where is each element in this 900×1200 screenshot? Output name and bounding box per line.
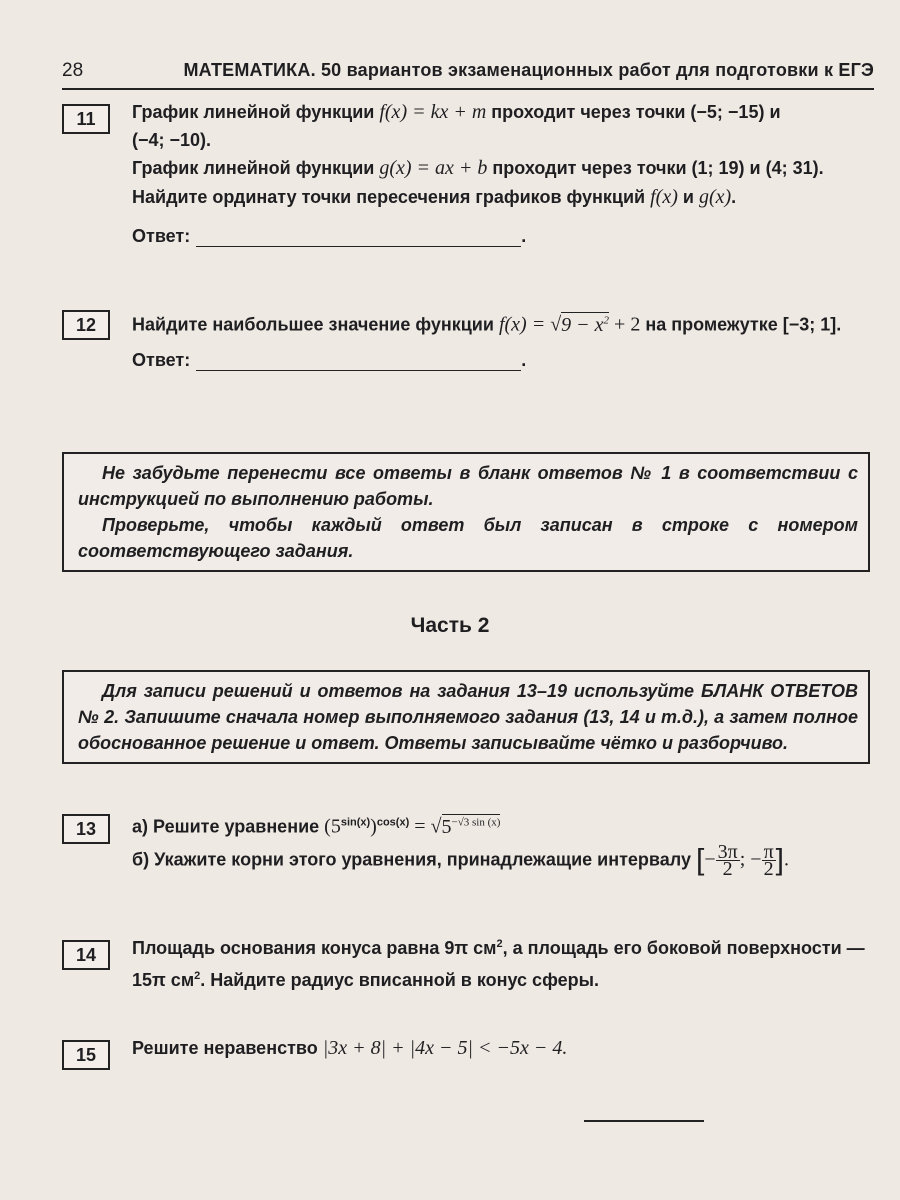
notice-paragraph: Не забудьте перенести все ответы в бланк ответов № 1 в соответствии с инструкцией по выполнению работы. xyxy=(78,463,858,509)
notice-paragraph: Для записи решений и ответов на задания 13–19 используйте БЛАНК ОТВЕТОВ № 2. Запишите сначала номер выполняемого задания (13, 14 и т.д.), а затем полное обоснованное решение и ответ. Ответы записывайте чётко и разборчиво. xyxy=(78,681,858,753)
task-11-answer-row: Ответ: . xyxy=(132,226,527,246)
task-14-text-part: 15π см xyxy=(132,970,195,990)
page-header xyxy=(62,60,874,84)
part-2-heading: Часть 2 xyxy=(410,614,490,637)
task-13-part-a: а) Решите уравнение $(5^{sin(x)})^{cos(x)} = √5^{-√3 sin (x)}$ xyxy=(132,815,501,838)
task-13-base: (5 xyxy=(324,815,341,838)
task-14-text-part: , а площадь его боковой поверхности — xyxy=(502,938,865,958)
task-13-text-part: а) Решите уравнение xyxy=(132,816,325,837)
task-12-answer-row: Ответ: . xyxy=(132,350,527,370)
task-14-exponent: 2 xyxy=(496,938,503,950)
task-13-equals: = xyxy=(409,815,431,838)
task-12-text-part: на промежутке [−3; 1]. xyxy=(640,314,842,335)
fraction-denominator: 2 xyxy=(763,858,774,880)
transfer-answers-notice xyxy=(62,452,870,572)
task-11-question xyxy=(132,183,872,211)
task-13-radicand-text: 5 xyxy=(441,815,452,838)
task-11-text-part: График линейной функции xyxy=(132,102,380,122)
task-13-radicand xyxy=(442,814,501,838)
task-11-formula-f: f(x) = kx + m xyxy=(379,101,487,123)
task-12-text-part: Найдите наибольшее значение функции xyxy=(132,314,499,335)
task-12-exponent: 2 xyxy=(603,314,610,326)
task-15-inequality: |3x + 8| + |4x − 5| < −5x − 4. xyxy=(322,1037,568,1059)
task-number-12: 12 xyxy=(62,310,110,340)
task-12-formula-tail: + 2 xyxy=(609,313,641,336)
task-11-text-part: Найдите ординату точки пересечения графиков функций xyxy=(132,187,651,207)
task-12-radicand-text: 9 − x xyxy=(561,313,604,336)
task-14-text-part: Площадь основания конуса равна 9π см xyxy=(132,938,497,958)
header-rule xyxy=(62,88,874,90)
task-15-text-part: Решите неравенство xyxy=(132,1038,323,1058)
page-number: 28 xyxy=(62,60,84,81)
book-title: МАТЕМАТИКА. 50 вариантов экзаменационных работ для подготовки к ЕГЭ xyxy=(183,60,874,80)
task-12-radicand xyxy=(561,312,609,336)
task-number-15: 15 xyxy=(62,1040,110,1070)
task-13-text-part: б) Укажите корни этого уравнения, принадлежащие интервалу xyxy=(132,849,696,870)
task-13-exponent: cos(x) xyxy=(376,816,410,829)
task-14-text-part: . Найдите радиус вписанной в конус сферы. xyxy=(200,970,599,990)
task-11-formula: f(x) xyxy=(650,186,678,208)
task-14-text xyxy=(132,930,877,994)
answer-label: Ответ: xyxy=(132,226,191,246)
task-11-formula-g: g(x) = ax + b xyxy=(379,157,488,179)
task-12-formula: f(x) = xyxy=(498,313,551,336)
task-number-13: 13 xyxy=(62,814,110,844)
task-number-11: 11 xyxy=(62,104,110,134)
task-11-text xyxy=(132,98,872,154)
task-number-14: 14 xyxy=(62,940,110,970)
task-11-text-part: проходит через точки (1; 19) и (4; 31). xyxy=(487,158,824,178)
task-13-radicand-exponent: −√3 sin (x) xyxy=(451,816,501,828)
part-2-instructions xyxy=(62,670,870,764)
task-11-points: (−4; −10). xyxy=(132,130,212,150)
task-12-answer-field[interactable] xyxy=(196,352,521,371)
task-12-text: Найдите наибольшее значение функции $f(x) = √9 - x^2 + 2$ на промежутке [−3; 1]. xyxy=(132,313,842,336)
task-11-line-g xyxy=(132,154,872,182)
task-11-text-part: График линейной функции xyxy=(132,158,380,178)
task-11-answer-field[interactable] xyxy=(196,228,521,247)
notice-paragraph: Проверьте, чтобы каждый ответ был записан в строке с номером соответствующего задания. xyxy=(78,515,858,561)
fraction xyxy=(716,841,740,880)
task-11-text-part: . xyxy=(731,187,737,207)
task-13-part-b: б) Укажите корни этого уравнения, принадлежащие интервалу [− $\frac{3\pi}{2}$ ; − $\frac{\pi}{2}$ ]. xyxy=(132,841,790,880)
fraction-numerator: 3π xyxy=(717,841,738,863)
answer-label: Ответ: xyxy=(132,350,191,370)
task-14-exponent: 2 xyxy=(194,970,201,982)
fraction-denominator: 2 xyxy=(722,858,733,880)
fraction xyxy=(762,841,776,880)
task-15-text xyxy=(132,1034,872,1062)
task-11-formula: g(x) xyxy=(698,186,732,208)
stray-rule xyxy=(584,1120,704,1122)
task-11-text-part: проходит через точки (−5; −15) и xyxy=(486,102,781,122)
fraction-numerator: π xyxy=(763,841,774,863)
task-13-exponent: sin(x) xyxy=(340,816,371,829)
task-11-text-part: и xyxy=(677,187,699,207)
